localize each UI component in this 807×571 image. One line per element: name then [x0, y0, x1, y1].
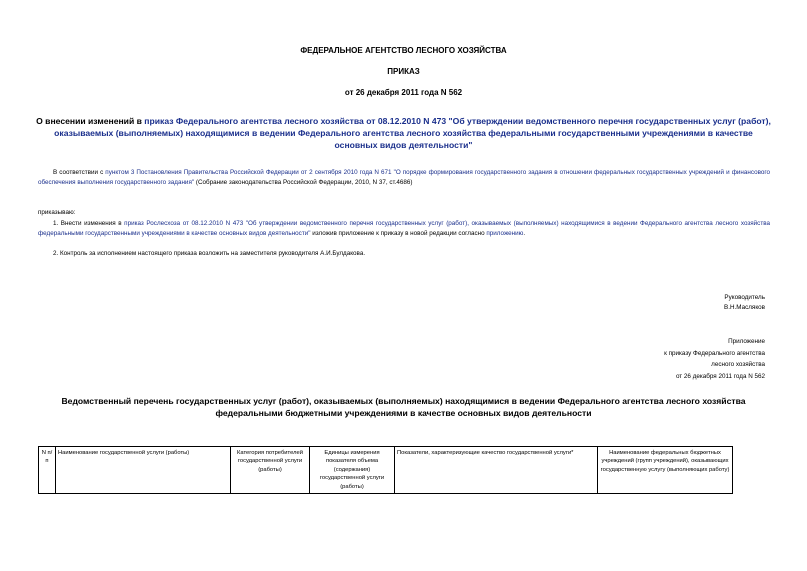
appendix-line-1: к приказу Федерального агентства	[664, 349, 765, 357]
col-header-institutions: Наименование федеральных бюджетных учреждений (групп учреждений), оказывающих государственную услугу (выполняющих работу)	[598, 447, 733, 494]
col-header-service-name: Наименование государственной услуги (работы)	[56, 447, 231, 494]
col-header-quality: Показатели, характеризующие качество государственной услуги*	[395, 447, 598, 494]
clause-1-order-link[interactable]: приказ Рослесхоза от 08.12.2010 N 473 "Об утверждении ведомственного перечня государственных услуг (работ), оказываемых (выполняемых) находящимися в ведении Федерального агентства лесного хозяйства федеральными государственными учреждениями в качестве основных видов деятельности"	[38, 220, 770, 237]
table-header-row	[39, 447, 733, 494]
col-header-units: Единицы измерения показателя объема (содержания) государственной услуги (работы)	[310, 447, 395, 494]
col-header-number: N п/п	[39, 447, 56, 494]
signature-role: Руководитель	[724, 294, 765, 301]
document-title	[36, 115, 771, 151]
signature-block	[724, 293, 765, 313]
services-table	[38, 446, 733, 494]
appendix-block	[664, 336, 765, 382]
clause-1-text-1: 1. Внести изменения в	[53, 220, 125, 227]
document-date: от 26 декабря 2011 года N 562	[344, 88, 463, 97]
appendix-line-3: от 26 декабря 2011 года N 562	[675, 372, 765, 380]
clause-1-text-3: .	[523, 230, 526, 237]
clause-2: 2. Контроль за исполнением настоящего приказа возложить на заместителя руководителя А.И.Булдакова.	[53, 250, 366, 257]
preamble-paragraph	[38, 168, 770, 188]
order-word: приказываю:	[38, 209, 76, 216]
signature-name: В.Н.Масляков	[724, 304, 765, 311]
clause-1-text-2: изложив приложение к приказу в новой редакции согласно	[310, 230, 487, 237]
preamble-text-2: (Собрание законодательства Российской Федерации, 2010, N 37, ст.4686)	[194, 179, 413, 186]
appendix-link[interactable]: приложению	[486, 230, 524, 237]
preamble-link[interactable]: пунктом 3 Постановления Правительства Российской Федерации от 2 сентября 2010 года N 671 "О порядке формирования государственного задания в отношении федеральных государственных учреждений и финансового обеспечения выполнения государственного задания"	[38, 169, 771, 186]
list-title: Ведомственный перечень государственных услуг (работ), оказываемых (выполняемых) находящимися в ведении Федерального агентства лесного хозяйства федеральными бюджетными учреждениями в качестве основных видов деятельности	[61, 396, 746, 418]
appendix-line-2: лесного хозяйства	[711, 361, 765, 368]
col-header-consumers: Категория потребителей государственной услуги (работы)	[231, 447, 310, 494]
title-prefix: О внесении изменений в	[36, 116, 145, 126]
document-type: ПРИКАЗ	[387, 67, 420, 76]
appendix-label: Приложение	[728, 338, 765, 345]
clause-1	[38, 219, 770, 239]
preamble-text-1: В соответствии с	[53, 169, 106, 176]
title-link[interactable]: приказ Федерального агентства лесного хозяйства от 08.12.2010 N 473 "Об утверждении ведомственного перечня государственных услуг (работ), оказываемых (выполняемых) находящимися в ведении Федерального агентства лесного хозяйства федеральными государственными учреждениями в качестве основных видов деятельности"	[54, 116, 771, 150]
agency-name: ФЕДЕРАЛЬНОЕ АГЕНТСТВО ЛЕСНОГО ХОЗЯЙСТВА	[300, 46, 507, 55]
